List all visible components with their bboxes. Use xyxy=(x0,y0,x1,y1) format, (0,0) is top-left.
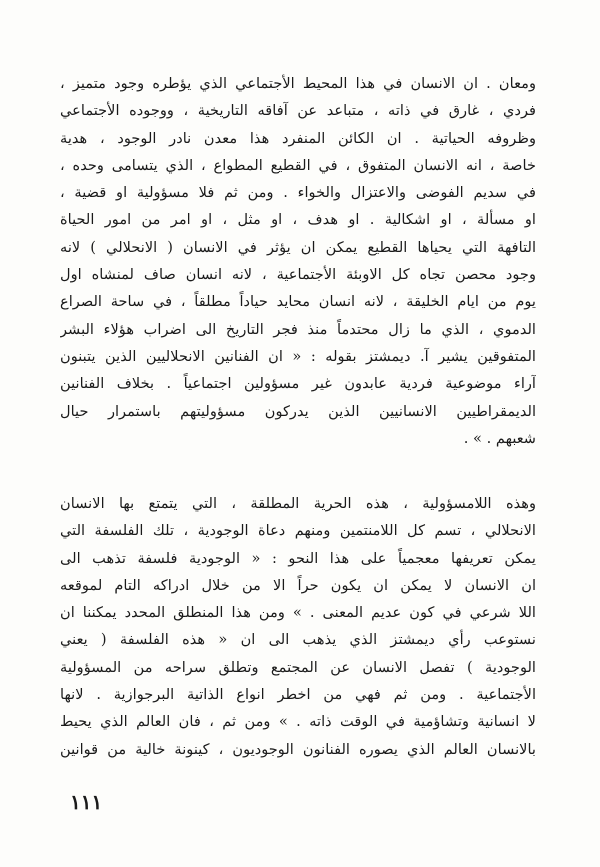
text-line: او مسألة ، او اشكالية . او هدف ، او مثل ، او امر من امور الحياة xyxy=(60,211,536,229)
paragraph-2 xyxy=(60,490,536,763)
text-line: الوجودية ) تفصل الانسان عن المجتمع وتطلق سراحه من المسؤولية xyxy=(60,658,536,676)
text-line: لا انسانية وتشاؤمية في الوقت ذاته . » ومن ثم ، فان العالم الذي يحيط xyxy=(60,713,536,731)
text-line: اللا شرعي في كون عديم المعنى . » ومن هذا المنطلق المحدد يمكننا ان xyxy=(60,604,536,622)
text-line: خاصة ، انه الانسان المتفوق ، في القطيع المطواع ، الذي يتسامى وحده ، xyxy=(60,156,536,174)
text-line: الأجتماعية . ومن ثم فهي من اخطر انواع الذاتية البرجوازية . لانها xyxy=(60,686,536,704)
text-line: وهذه اللامسؤولية ، هذه الحرية المطلقة ، التي يتمتع بها الانسان xyxy=(60,495,536,512)
text-line: المتفوقين يشير آ. ديمشتز بقوله : « ان الفنانين الانحلاليين الذين يتبنون xyxy=(60,347,536,365)
text-line: نستوعب رأي ديمشتز الذي يذهب الى ان « هذه الفلسفة ( يعني xyxy=(60,631,536,649)
text-line: ان الانسان لا يمكن ان يكون حراً الا من خلال ادراكه التام لموقعه xyxy=(60,576,536,594)
text-line: الدموي ، الذي ما زال محتدماً منذ فجر التاريخ الى اضراب هؤلاء البشر xyxy=(60,320,536,338)
text-line: ومعان . ان الانسان في هذا المحيط الأجتماعي الذي يؤطره وجود متميز ، xyxy=(60,75,536,92)
text-line: الانحلالي ، تسم كل اللامنتمين ومنهم دعاة الوجودية ، تلك الفلسفة التي xyxy=(60,522,536,540)
text-line: وظروفه الحياتية . ان الكائن المنفرد هذا معدن نادر الوجود ، هدية xyxy=(60,129,536,147)
text-line: شعبهم . » . xyxy=(463,429,536,447)
text-line: يوم من ايام الخليقة ، لانه انسان محايد حياداً مطلقاً ، في ساحة الصراع xyxy=(60,293,536,311)
text-line: في سديم الفوضى والاعتزال والخواء . ومن ثم فلا مسؤولية او قضية ، xyxy=(60,184,536,202)
text-line: يمكن تعريفها معجمياً على هذا النحو : « الوجودية فلسفة تذهب الى xyxy=(60,549,536,567)
text-line: فردي ، غارق في ذاته ، متباعد عن آفاقه التاريخية ، ووجوده الأجتماعي xyxy=(60,102,536,120)
page-number: ١١١ xyxy=(70,790,103,814)
text-line: آراء موضوعية فردية عابدون غير مسؤولين اجتماعياً . بخلاف الفنانين xyxy=(60,375,536,393)
paragraph-1 xyxy=(60,70,536,452)
text-line: الديمقراطيين الانسانيين الذين يدركون مسؤوليتهم باستمرار حيال xyxy=(60,402,536,420)
text-line: بالانسان العالم الذي يصوره الفنانون الوجوديون ، كينونة خالية من قوانين xyxy=(60,740,536,758)
text-line: التافهة التي يحياها القطيع يمكن ان يؤثر في الانسان ( الانحلالي ) لانه xyxy=(60,238,536,256)
text-line: وجود محصن تجاه كل الاوبئة الأجتماعية ، لانه انسان صاف لمنشاه اول xyxy=(60,266,536,284)
